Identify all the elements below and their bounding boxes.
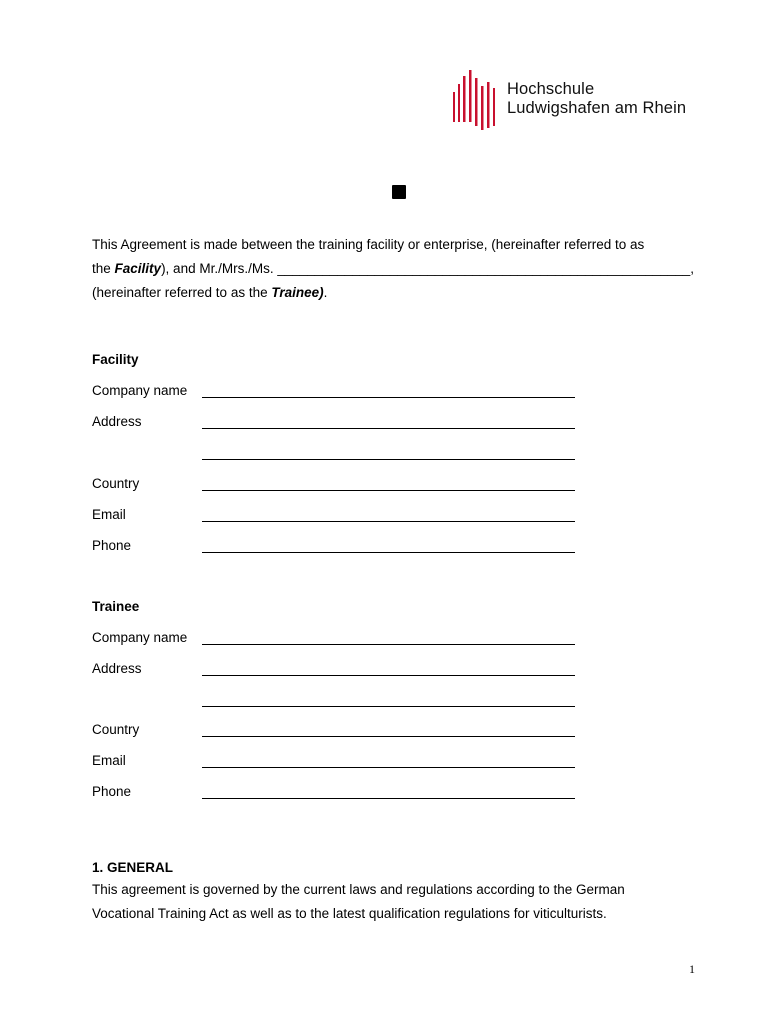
general-line-2: Vocational Training Act as well as to the latest qualification regulations for viticulturists. <box>92 906 607 921</box>
intro-line-2 <box>92 257 695 281</box>
facility-address-label: Address <box>92 414 142 429</box>
facility-email-label: Email <box>92 507 126 522</box>
logo-line-1: Hochschule <box>507 80 595 98</box>
trainee-email-field[interactable] <box>202 767 575 768</box>
logo-bars-icon <box>450 66 502 136</box>
intro-text: (hereinafter referred to as the <box>92 285 272 300</box>
facility-email-field[interactable] <box>202 521 575 522</box>
logo-line-2: Ludwigshafen am Rhein <box>507 99 687 117</box>
general-heading: 1. GENERAL <box>92 860 174 875</box>
general-line-1: This agreement is governed by the current laws and regulations according to the German <box>92 882 625 897</box>
trainee-country-field[interactable] <box>202 736 575 737</box>
trainee-address-field-1[interactable] <box>202 675 575 676</box>
redacted-title <box>392 185 406 199</box>
facility-heading: Facility <box>92 352 139 367</box>
facility-company-field[interactable] <box>202 397 575 398</box>
intro-text: ), and Mr./Mrs./Ms. <box>161 261 278 276</box>
intro-text: . <box>323 285 328 300</box>
intro-text: , <box>690 261 695 276</box>
trainee-name-blank[interactable]: _______________________________________________________ <box>277 261 691 276</box>
intro-text: the <box>92 261 115 276</box>
intro-paragraph <box>92 233 695 305</box>
facility-country-field[interactable] <box>202 490 575 491</box>
trainee-term: Trainee) <box>271 285 324 300</box>
trainee-phone-label: Phone <box>92 784 132 799</box>
trainee-address-label: Address <box>92 661 142 676</box>
trainee-company-label: Company name <box>92 630 188 645</box>
facility-term: Facility <box>114 261 162 276</box>
facility-address-field-1[interactable] <box>202 428 575 429</box>
general-paragraph <box>92 878 692 926</box>
facility-address-field-2[interactable] <box>202 459 575 460</box>
intro-line-1: This Agreement is made between the training facility or enterprise, (hereinafter referred to as <box>92 237 645 252</box>
page-number: 1 <box>689 962 695 976</box>
trainee-country-label: Country <box>92 722 140 737</box>
facility-country-label: Country <box>92 476 140 491</box>
intro-line-3 <box>92 281 692 305</box>
facility-phone-field[interactable] <box>202 552 575 553</box>
university-logo <box>450 66 700 136</box>
trainee-heading: Trainee <box>92 599 140 614</box>
trainee-email-label: Email <box>92 753 126 768</box>
trainee-phone-field[interactable] <box>202 798 575 799</box>
trainee-address-field-2[interactable] <box>202 706 575 707</box>
trainee-company-field[interactable] <box>202 644 575 645</box>
facility-phone-label: Phone <box>92 538 132 553</box>
facility-company-label: Company name <box>92 383 188 398</box>
